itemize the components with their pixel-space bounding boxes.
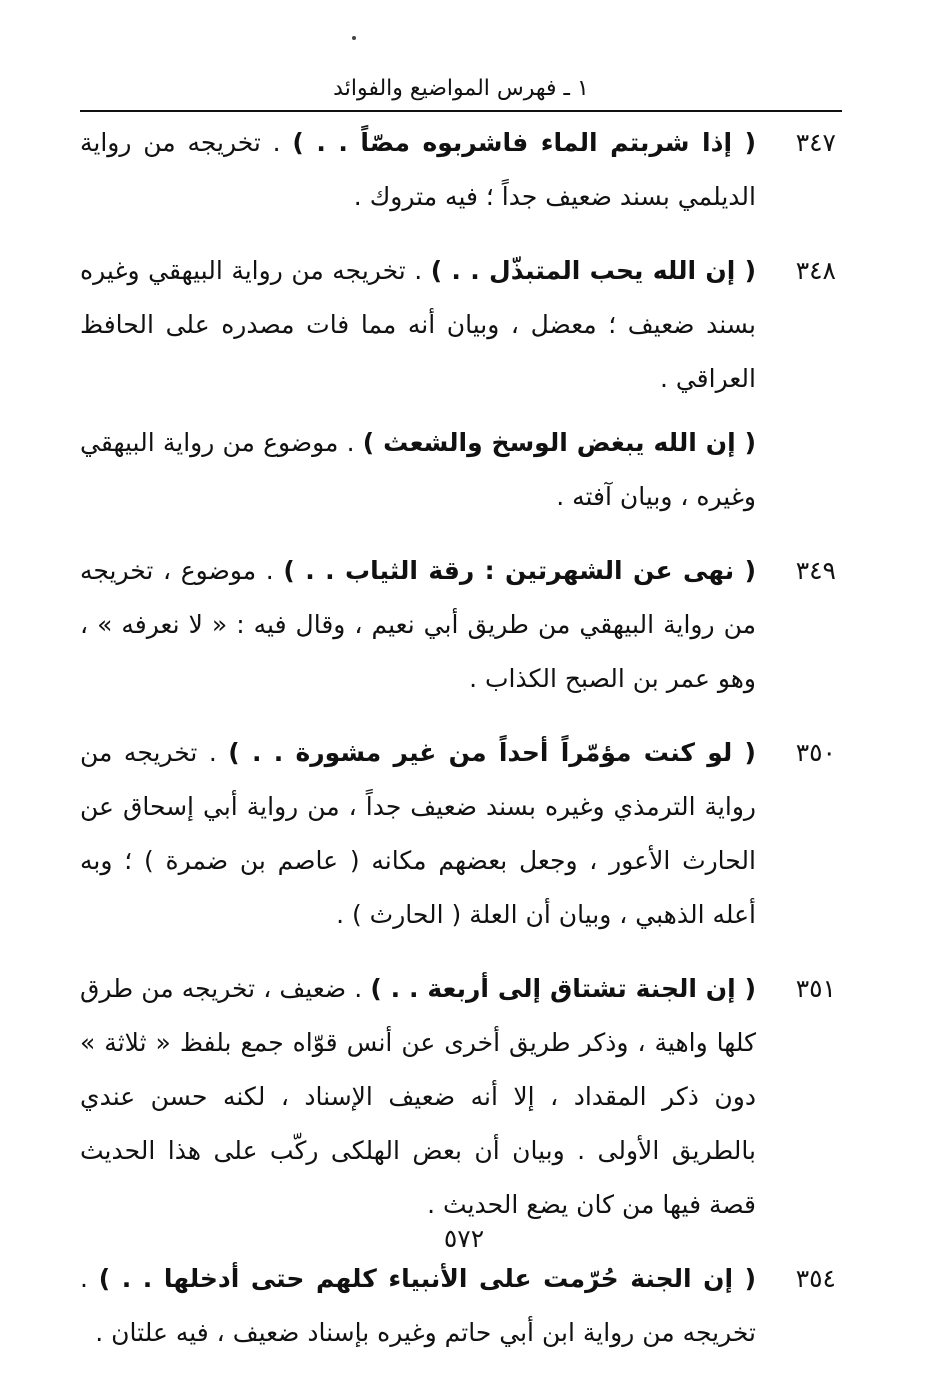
header-rule bbox=[80, 110, 842, 112]
hadith-quote: ( إن الجنة حُرّمت على الأنبياء كلهم حتى أدخلها . . ) bbox=[98, 1264, 756, 1293]
entry-paragraph bbox=[80, 726, 756, 942]
hadith-quote: ( نهى عن الشهرتين : رقة الثياب . . ) bbox=[283, 556, 757, 585]
entry-body bbox=[80, 726, 756, 942]
entry-text: . موضوع ، تخريجه من رواية البيهقي من طريق أبي نعيم ، وقال فيه : « لا نعرفه » ، وهو عمر بن الصبح الكذاب . bbox=[80, 556, 756, 693]
entry bbox=[80, 1252, 842, 1360]
entry-number: ٣٤٩ bbox=[795, 556, 836, 585]
entry bbox=[80, 962, 842, 1232]
entry-text: . تخريجه من رواية الترمذي وغيره بسند ضعيف جداً ، من رواية أبي إسحاق عن الحارث الأعور ، وجعل بعضهم مكانه ( عاصم بن ضمرة ) ؛ وبه أعله الذهبي ، وبيان أن العلة ( الحارث ) . bbox=[80, 738, 756, 929]
hadith-quote: ( إن الجنة تشتاق إلى أربعة . . ) bbox=[370, 974, 756, 1003]
entry-body bbox=[80, 244, 756, 524]
entry-body bbox=[80, 1252, 756, 1360]
entry bbox=[80, 544, 842, 706]
entry-paragraph bbox=[80, 544, 756, 706]
entry-text: . تخريجه من رواية البيهقي وغيره بسند ضعيف ؛ معضل ، وبيان أنه مما فات مصدره على الحافظ العراقي . bbox=[80, 256, 756, 393]
hadith-quote: ( إن الله يبغض الوسخ والشعث ) bbox=[362, 428, 756, 457]
entry-number: ٣٥٤ bbox=[795, 1264, 836, 1293]
entry-text: . تخريجه من رواية ابن أبي حاتم وغيره بإسناد ضعيف ، فيه علتان . bbox=[80, 1264, 756, 1347]
entry-paragraph bbox=[80, 1252, 756, 1360]
entry-text: . موضوع من رواية البيهقي وغيره ، وبيان آفته . bbox=[80, 428, 756, 511]
entry-number: ٣٤٨ bbox=[795, 256, 836, 285]
entry-body bbox=[80, 116, 756, 224]
entry-paragraph bbox=[80, 244, 756, 406]
page-number: ٥٧٢ bbox=[443, 1224, 485, 1253]
entry-number: ٣٥١ bbox=[795, 974, 836, 1003]
hadith-quote: ( لو كنت مؤمّراً أحداً من غير مشورة . . ) bbox=[228, 738, 756, 767]
entry-body bbox=[80, 962, 756, 1232]
entries-list bbox=[80, 116, 842, 1380]
entry-paragraph bbox=[80, 962, 756, 1232]
ink-speck bbox=[352, 36, 356, 40]
entry bbox=[80, 116, 842, 224]
entry-text: . ضعيف ، تخريجه من طرق كلها واهية ، وذكر طريق أخرى عن أنس قوّاه جمع بلفظ « ثلاثة » دون ذكر المقداد ، إلا أنه ضعيف الإسناد ، لكنه حسن عندي بالطريق الأولى . وبيان أن بعض الهلكى ركّب على هذا الحديث قصة فيها من كان يضع الحديث . bbox=[80, 974, 756, 1219]
hadith-quote: ( إذا شربتم الماء فاشربوه مصّاً . . ) bbox=[292, 128, 756, 157]
hadith-quote: ( إن الله يحب المتبذّل . . ) bbox=[430, 256, 756, 285]
entry-paragraph bbox=[80, 416, 756, 524]
entry-number: ٣٥٠ bbox=[795, 738, 836, 767]
entry-text: . تخريجه من رواية الديلمي بسند ضعيف جداً ؛ فيه متروك . bbox=[80, 128, 756, 211]
entry-number: ٣٤٧ bbox=[795, 128, 836, 157]
entry-body bbox=[80, 544, 756, 706]
entry bbox=[80, 726, 842, 942]
entry-paragraph bbox=[80, 116, 756, 224]
running-header: ١ ـ فهرس المواضيع والفوائد bbox=[333, 76, 589, 101]
entry bbox=[80, 244, 842, 524]
